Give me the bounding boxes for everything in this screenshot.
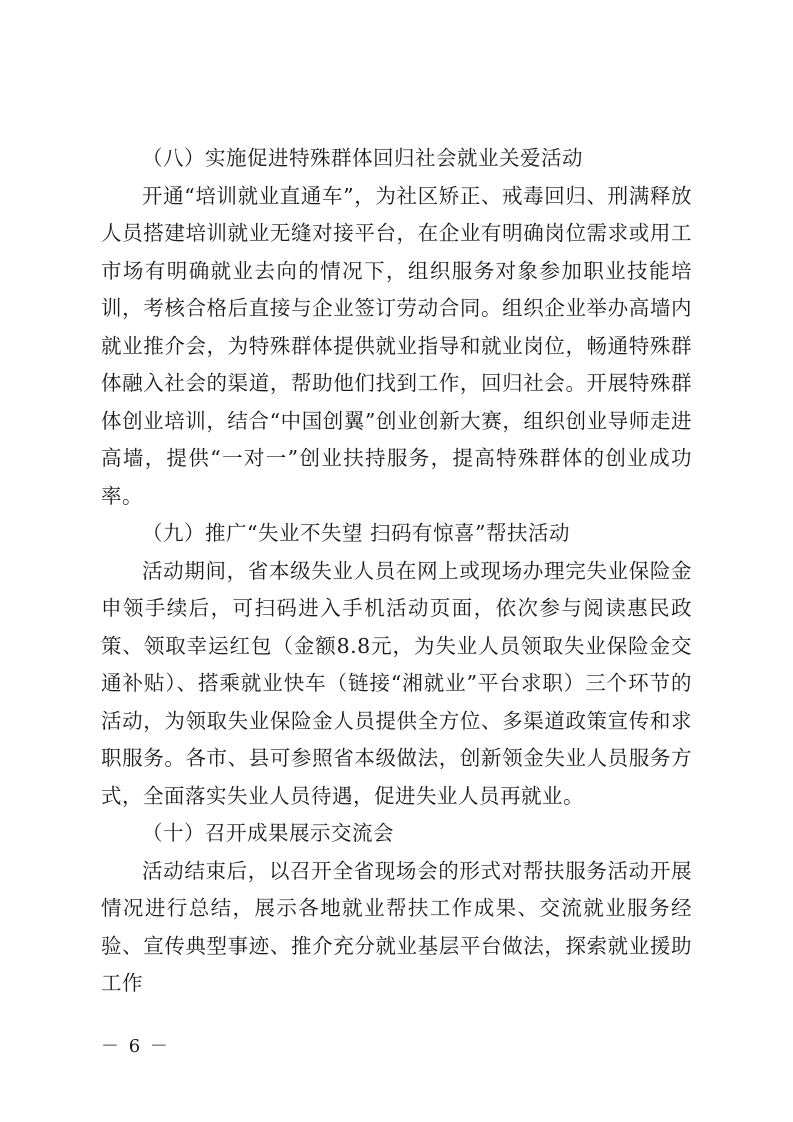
section-9 [101, 515, 692, 815]
paragraph: 开通“培训就业直通车”，为社区矫正、戒毒回归、刑满释放人员搭建培训就业无缝对接平台，在企业有明确岗位需求或用工市场有明确就业去向的情况下，组织服务对象参加职业技能培训，考核合格后直接与企业签订劳动合同。组织企业举办高墙内就业推介会，为特殊群体提供就业指导和就业岗位，畅通特殊群体融入社会的渠道，帮助他们找到工作，回归社会。开展特殊群体创业培训，结合“中国创翼”创业创新大赛，组织创业导师走进高墙，提供“一对一”创业扶持服务，提高特殊群体的创业成功率。 [101, 183, 692, 508]
section-8 [101, 140, 692, 515]
section-10 [101, 815, 692, 1003]
page-number: － 6 － [101, 1036, 170, 1057]
section-heading: （八）实施促进特殊群体回归社会就业关爱活动 [142, 146, 583, 170]
document-body [101, 140, 692, 1003]
paragraph: 活动期间，省本级失业人员在网上或现场办理完失业保险金申领手续后，可扫码进入手机活动页面，依次参与阅读惠民政策、领取幸运红包（金额8.8元，为失业人员领取失业保险金交通补贴）、搭乘就业快车（链接“湘就业”平台求职）三个环节的活动，为领取失业保险金人员提供全方位、多渠道政策宣传和求职服务。各市、县可参照省本级做法，创新领金失业人员服务方式，全面落实失业人员待遇，促进失业人员再就业。 [101, 558, 692, 808]
paragraph: 活动结束后，以召开全省现场会的形式对帮扶服务活动开展情况进行总结，展示各地就业帮扶工作成果、交流就业服务经验、宣传典型事迹、推介充分就业基层平台做法，探索就业援助工作 [101, 858, 692, 995]
section-heading: （九）推广“失业不失望 扫码有惊喜”帮扶活动 [142, 521, 570, 545]
section-heading: （十）召开成果展示交流会 [142, 821, 394, 845]
